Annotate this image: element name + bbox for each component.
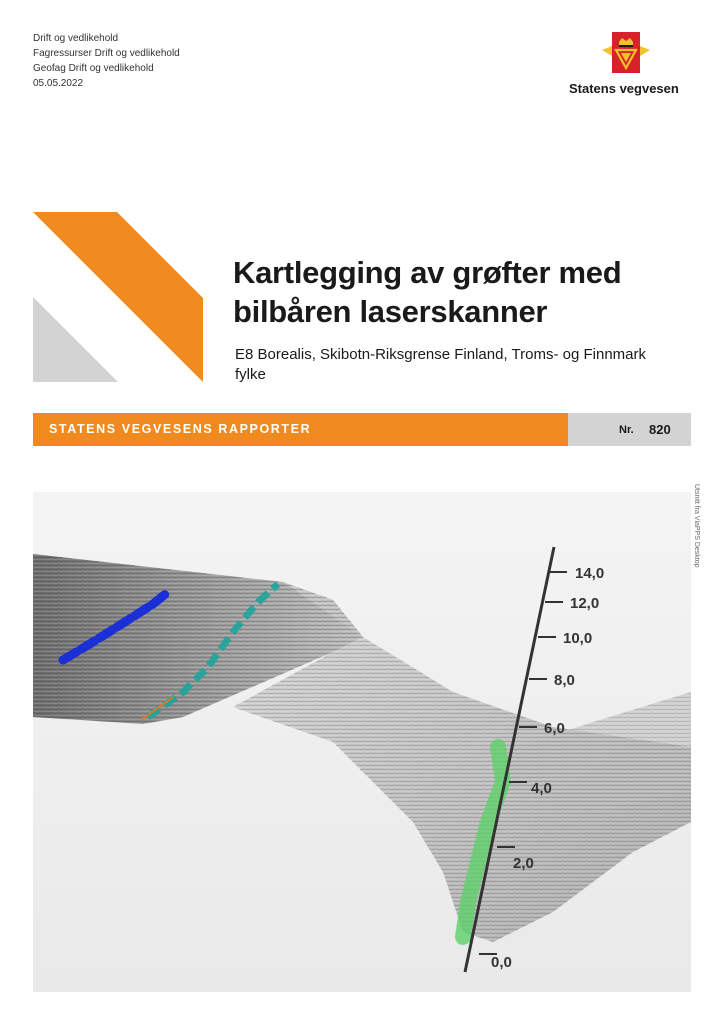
grey-triangle <box>33 297 118 382</box>
report-number-value: 820 <box>649 422 671 437</box>
scale-label-10: 10,0 <box>563 630 593 647</box>
scale-label-8: 8,0 <box>554 672 575 689</box>
logo-wordmark: Statens vegvesen <box>569 81 679 96</box>
report-title <box>233 253 703 331</box>
report-number-label: Nr. <box>619 424 634 436</box>
meta-department: Drift og vedlikehold <box>33 33 119 44</box>
report-number-box <box>568 413 691 446</box>
subtitle-line-1: E8 Borealis, Skibotn-Riksgrense Finland, Troms- og Finnmark <box>235 346 646 363</box>
meta-date: 05.05.2022 <box>33 78 84 89</box>
cover-graphic <box>33 212 203 382</box>
meta-section: Fagressurser Drift og vedlikehold <box>33 48 180 59</box>
report-meta <box>33 31 180 91</box>
scale-label-6: 6,0 <box>544 720 565 737</box>
statens-vegvesen-logo <box>569 30 694 100</box>
title-line-2: bilbåren laserskanner <box>233 294 548 329</box>
subtitle-line-2: fylke <box>235 366 266 383</box>
laser-scan-image <box>33 492 691 992</box>
scale-label-14: 14,0 <box>575 565 605 582</box>
meta-subsection: Geofag Drift og vedlikehold <box>33 63 154 74</box>
title-line-1: Kartlegging av grøfter med <box>233 255 622 290</box>
logo-emblem-icon <box>600 32 652 76</box>
image-credit <box>690 484 702 584</box>
series-band-orange <box>33 413 568 446</box>
scale-label-4: 4,0 <box>531 780 552 797</box>
scale-label-12: 12,0 <box>570 595 600 612</box>
series-label: STATENS VEGVESENS RAPPORTER <box>49 422 312 436</box>
image-credit-text: Utsnitt fra ViaPPS Desktop <box>693 484 700 568</box>
scale-label-0: 0,0 <box>491 954 512 971</box>
series-band <box>33 413 691 446</box>
report-subtitle <box>235 345 695 385</box>
scale-label-2: 2,0 <box>513 855 534 872</box>
